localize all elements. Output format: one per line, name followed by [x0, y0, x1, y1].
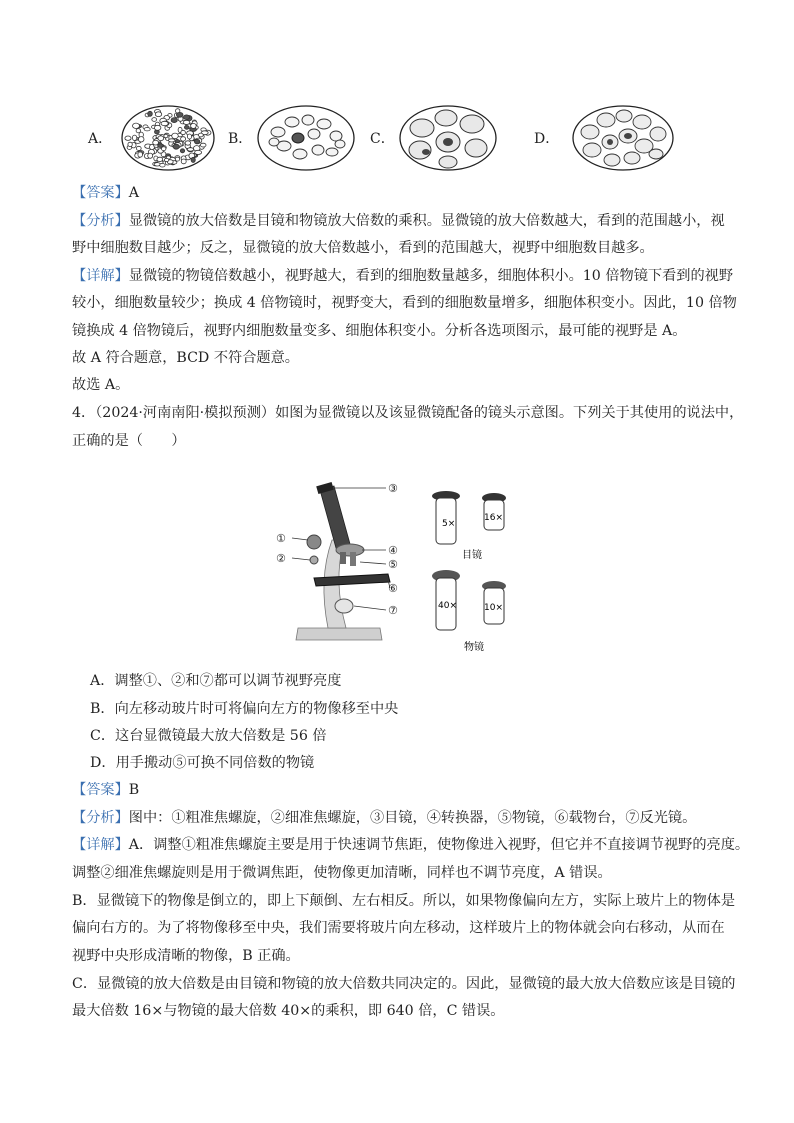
cell [180, 149, 184, 153]
cell [172, 133, 179, 139]
cell [161, 121, 168, 125]
answer-tag: 【答案】 [72, 782, 129, 798]
q4-answer-line [72, 779, 732, 801]
cell [200, 143, 206, 147]
cell [191, 157, 195, 162]
eyepiece-5x: 5× [442, 519, 456, 529]
cell [148, 153, 153, 158]
detail-tag: 【详解】 [72, 837, 129, 853]
cell [133, 123, 140, 128]
cell [164, 158, 168, 161]
cell [187, 148, 193, 151]
q3-answer-line [72, 182, 732, 204]
cell [132, 135, 136, 140]
q4-detail-a-1 [72, 834, 750, 856]
option-c-image [370, 102, 530, 174]
cell [184, 126, 189, 130]
objective-10x: 10× [484, 603, 503, 613]
eyepiece-16x: 16× [484, 513, 503, 523]
answer-value: B [128, 782, 140, 798]
cell [153, 140, 159, 145]
cell [183, 120, 190, 124]
answer-tag: 【答案】 [72, 185, 129, 201]
cell [154, 125, 161, 130]
callout-7: ⑦ [388, 604, 398, 617]
cell [176, 112, 183, 117]
option-b-label: B． [228, 131, 253, 147]
cell [181, 130, 186, 134]
mirror [335, 599, 353, 613]
q3-conclusion-2: 故选 A。 [72, 377, 130, 393]
q4-detail-a-2: 调整②细准焦螺旋则是用于微调焦距，使物像更加清晰，同样也不调节亮度，A 错误。 [72, 865, 612, 881]
cell [181, 159, 186, 164]
cells-large-diagram [396, 102, 500, 174]
analysis-text: 图中：①粗准焦螺旋，②细准焦螺旋，③目镜，④转换器，⑤物镜，⑥载物台，⑦反光镜。 [128, 810, 697, 826]
cell [138, 152, 143, 157]
cell [148, 111, 153, 116]
objectives [432, 570, 506, 653]
q4-detail-c-1: C．显微镜的放大倍数是由目镜和物镜的放大倍数共同决定的。因此，显微镜的最大放大倍数应该是目镜的 [72, 976, 736, 992]
q3-detail-line-1 [72, 265, 732, 287]
q4-detail-c-2: 最大倍数 16×与物镜的最大倍数 40×的乘积，即 640 倍，C 错误。 [72, 1003, 505, 1019]
cell [162, 147, 166, 151]
q4-stem-line-2: 正确的是（ ） [72, 433, 186, 449]
cell [158, 136, 164, 141]
choice-b: B．向左移动玻片时可将偏向左方的物像移至中央 [90, 701, 399, 717]
answer-value: A [128, 185, 140, 201]
cell [168, 139, 175, 142]
choice-d: D．用手搬动⑤可换不同倍数的物镜 [90, 755, 315, 771]
q4-detail-b-1: B．显微镜下的物像是倒立的，即上下颠倒、左右相反。所以，如果物像偏向左方，实际上玻片上的物体是 [72, 893, 736, 909]
cell [136, 146, 141, 150]
detail-text: 显微镜的物镜倍数越小，视野越大，看到的细胞数量越多，细胞体积小。10 倍物镜下看到的视野 [128, 268, 734, 284]
coarse-knob [307, 535, 321, 549]
eyepiece-tube [320, 486, 350, 548]
callout-4: ④ [388, 544, 398, 557]
callout-1: ① [276, 532, 286, 545]
objective-2 [350, 552, 356, 566]
eyepiece-caption: 目镜 [462, 550, 482, 561]
analysis-text: 显微镜的放大倍数是目镜和物镜放大倍数的乘积。显微镜的放大倍数越大，看到的范围越小，视 [128, 213, 725, 229]
callout-5: ⑤ [388, 558, 398, 571]
cell [155, 112, 161, 117]
q4-detail-b-2: 偏向右方的。为了将物像移至中央，我们需要将玻片向左移动，这样玻片上的物体就会向右移动，从而在 [72, 920, 725, 936]
cell [171, 118, 177, 123]
cells-medium-diagram [568, 102, 678, 174]
detail-text: A．调整①粗准焦螺旋主要是用于快速调节焦距，使物像进入视野，但它并不直接调节视野的亮度。 [128, 837, 750, 853]
answer-options-images [88, 102, 728, 174]
cell [183, 115, 189, 120]
fine-knob [310, 556, 318, 564]
option-d-image [534, 102, 714, 174]
cell [144, 128, 150, 131]
cells-sparse-diagram [254, 102, 358, 174]
option-a-image [88, 102, 228, 174]
objective-40x: 40× [438, 601, 457, 611]
callout-6: ⑥ [388, 582, 398, 595]
cell [136, 129, 140, 133]
q3-analysis-line-1 [72, 210, 732, 232]
microscope-base [296, 628, 382, 640]
objective-1 [340, 552, 346, 564]
q3-detail-line-2: 较小，细胞数量较少；换成 4 倍物镜时，视野变大，看到的细胞数量增多，细胞体积变小。因此，10 倍物 [72, 295, 737, 311]
cell [125, 136, 131, 140]
cell [138, 137, 144, 142]
cell [191, 123, 197, 128]
eyepieces [432, 491, 506, 561]
option-d-label: D． [534, 131, 560, 147]
choice-a: A．调整①、②和⑦都可以调节视野亮度 [90, 673, 342, 689]
option-c-label: C． [370, 131, 395, 147]
objective-caption: 物镜 [464, 642, 484, 653]
cell [198, 133, 203, 137]
cell [194, 139, 199, 144]
callout-3: ③ [388, 482, 398, 495]
cell [175, 157, 179, 161]
choice-c: C．这台显微镜最大放大倍数是 56 倍 [90, 728, 327, 744]
cell [185, 141, 191, 145]
cell [164, 134, 168, 138]
microscope-figure [270, 478, 550, 658]
cell [173, 144, 180, 149]
q3-analysis-line-2: 野中细胞数目越少；反之，显微镜的放大倍数越小，看到的范围越大，视野中细胞数目越多。 [72, 240, 654, 256]
callout-2: ② [276, 552, 286, 565]
cells-dense-diagram [118, 102, 218, 174]
analysis-tag: 【分析】 [72, 213, 129, 229]
cell [157, 157, 163, 161]
detail-tag: 【详解】 [72, 268, 129, 284]
cell [128, 142, 132, 146]
q3-conclusion-1: 故 A 符合题意，BCD 不符合题意。 [72, 350, 299, 366]
q3-detail-line-3: 镜换成 4 倍物镜后，视野内细胞数量变多、细胞体积变小。分析各选项图示，最可能的视野是 A。 [72, 323, 687, 339]
cell [160, 163, 165, 167]
option-b-image [228, 102, 368, 174]
cell [187, 134, 191, 139]
q4-analysis-line [72, 807, 732, 829]
q4-stem-line-1: 4．（2024·河南南阳·模拟预测）如图为显微镜以及该显微镜配备的镜头示意图。下列关于其使用的说法中， [72, 405, 744, 421]
q4-detail-b-3: 视野中央形成清晰的物像，B 正确。 [72, 948, 300, 964]
cell [195, 150, 202, 154]
option-a-label: A． [88, 131, 113, 147]
cell [181, 137, 186, 141]
cell [152, 118, 157, 122]
analysis-tag: 【分析】 [72, 810, 129, 826]
